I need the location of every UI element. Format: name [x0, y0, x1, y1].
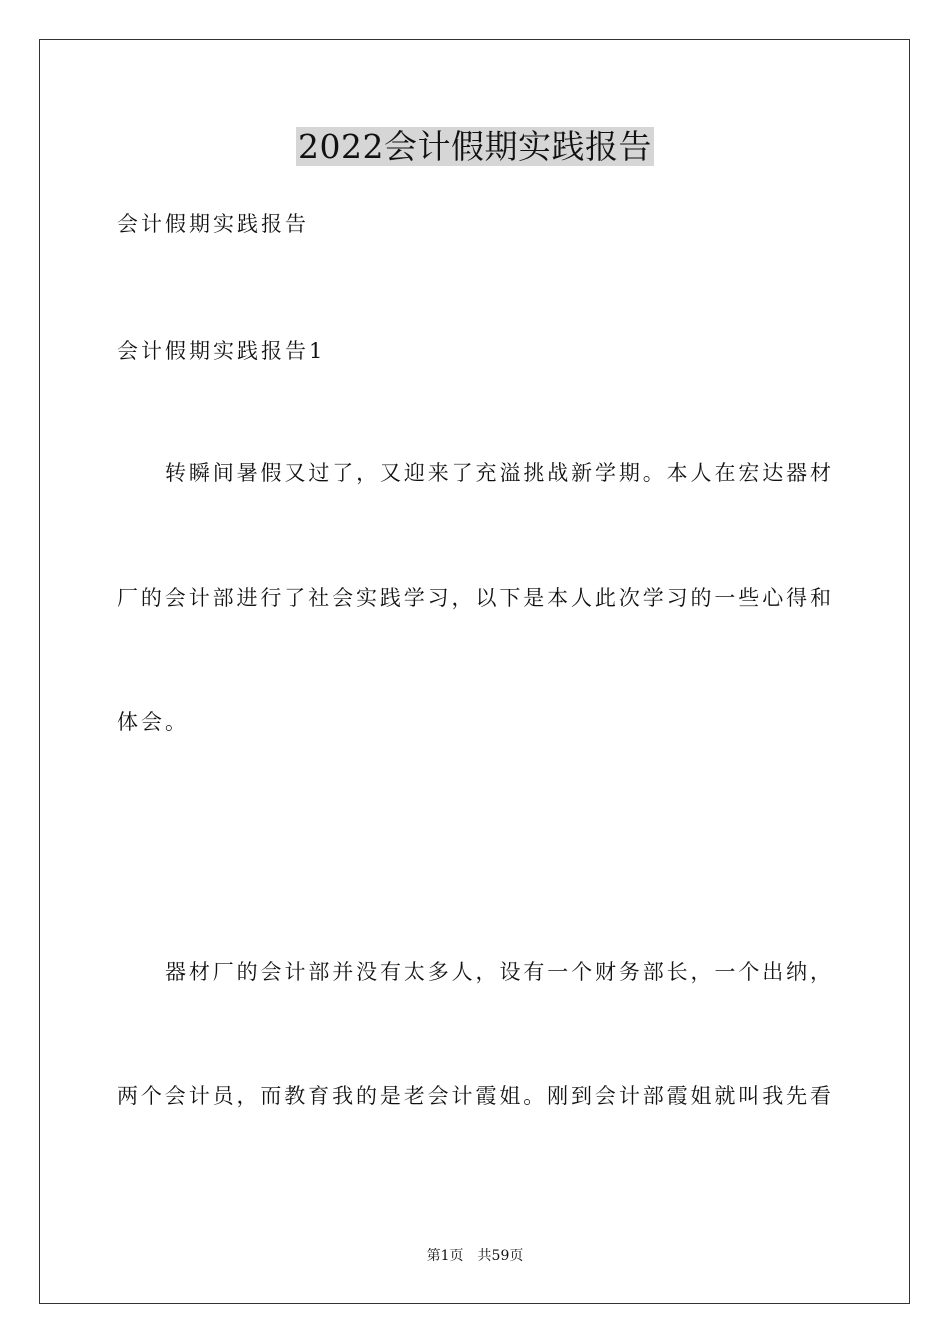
- page-number: 第1页: [426, 1248, 464, 1264]
- page-footer: [0, 1246, 950, 1266]
- page-total: 共59页: [477, 1248, 524, 1264]
- document-title: 2022会计假期实践报告: [298, 127, 652, 166]
- paragraph-line: 转瞬间暑假又过了，又迎来了充溢挑战新学期。本人在宏达器材: [165, 461, 831, 485]
- paragraph-line: 器材厂的会计部并没有太多人，设有一个财务部长，一个出纳，: [165, 960, 831, 984]
- subtitle: 会计假期实践报告: [117, 212, 309, 236]
- paragraph-line: 厂的会计部进行了社会实践学习，以下是本人此次学习的一些心得和: [117, 586, 831, 610]
- section-heading: 会计假期实践报告1: [117, 339, 326, 363]
- paragraph-line: 体会。: [117, 710, 189, 734]
- paragraph-line: 两个会计员，而教育我的是老会计霞姐。刚到会计部霞姐就叫我先看: [117, 1084, 831, 1108]
